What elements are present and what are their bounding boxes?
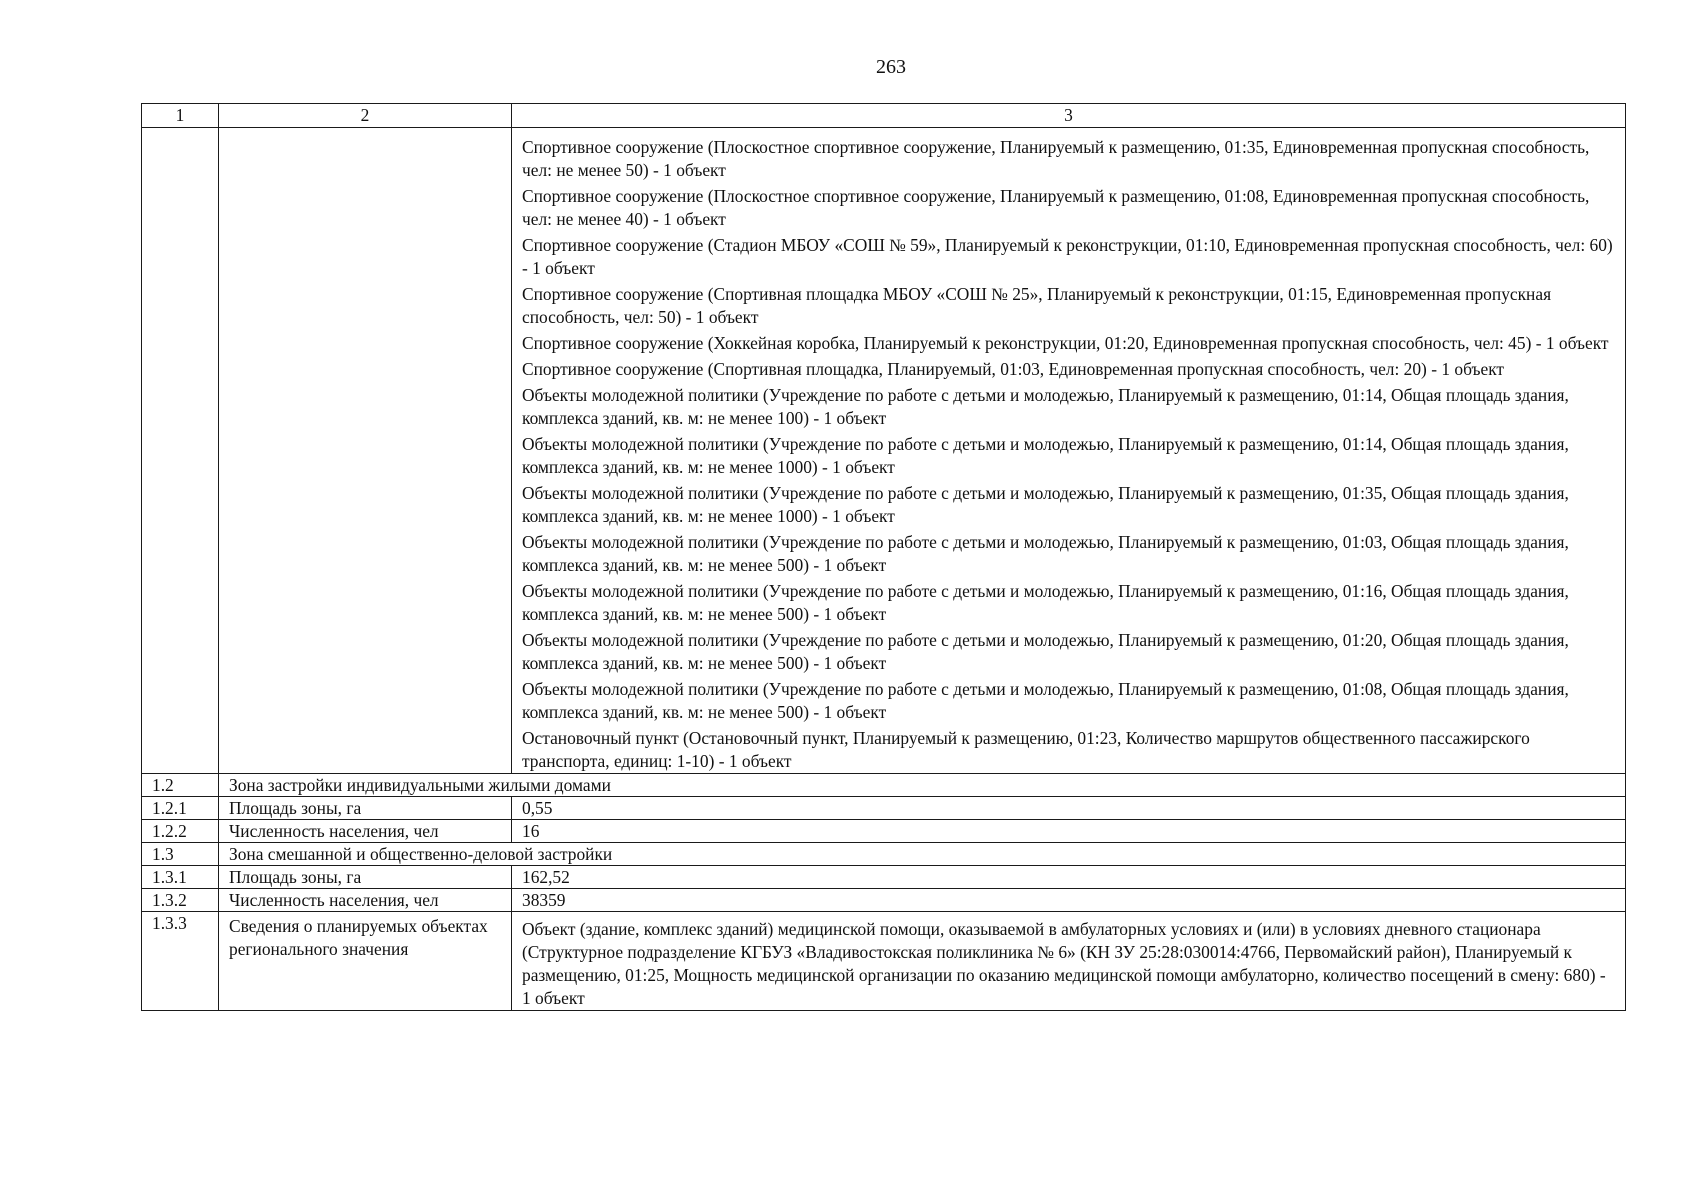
row-value: 38359 (512, 889, 1626, 912)
row-value: 16 (512, 820, 1626, 843)
table-row (142, 889, 1626, 912)
list-item: Объекты молодежной политики (Учреждение по работе с детьми и молодежью, Планируемый к размещению, 01:14, Общая площадь здания, комплекса зданий, кв. м: не менее 100) - 1 объект (522, 385, 1569, 428)
table-row (142, 820, 1626, 843)
row-label: Численность населения, чел (219, 889, 512, 912)
row-num: 1.2 (142, 774, 219, 797)
row-label: Площадь зоны, га (219, 866, 512, 889)
row-value: 162,52 (512, 866, 1626, 889)
row-num: 1.3 (142, 843, 219, 866)
list-item: Спортивное сооружение (Плоскостное спортивное сооружение, Планируемый к размещению, 01:35, Единовременная пропускная способность, чел: не менее 50) - 1 объект (522, 137, 1590, 180)
row-num: 1.3.2 (142, 889, 219, 912)
page-number: 263 (876, 56, 906, 78)
list-item: Спортивное сооружение (Спортивная площадка, Планируемый, 01:03, Единовременная пропускная способность, чел: 20) - 1 объект (522, 359, 1505, 379)
row-num: 1.2.1 (142, 797, 219, 820)
row-value: Объект (здание, комплекс зданий) медицинской помощи, оказываемой в амбулаторных условиях и (или) в условиях дневного стационара (Структурное подразделение КГБУЗ «Владивостокская поликлиника № 6» (КН ЗУ 25:28:030014:4766, Первомайский район), Планируемый к размещению, 01:25, Мощность медицинской организации по оказанию медицинской помощи амбулаторно, количество посещений в смену: 680) - 1 объект (512, 912, 1626, 1011)
list-item: Спортивное сооружение (Хоккейная коробка, Планируемый к реконструкции, 01:20, Единовременная пропускная способность, чел: 45) - 1 объект (522, 333, 1609, 353)
header-col-1: 1 (142, 104, 219, 128)
table-row (142, 843, 1626, 866)
planning-table (141, 103, 1626, 1011)
list-item: Остановочный пункт (Остановочный пункт, Планируемый к размещению, 01:23, Количество маршрутов общественного пассажирского транспорта, единиц: 1-10) - 1 объект (522, 728, 1530, 771)
list-item: Спортивное сооружение (Плоскостное спортивное сооружение, Планируемый к размещению, 01:08, Единовременная пропускная способность, чел: не менее 40) - 1 объект (522, 186, 1590, 229)
list-item: Объекты молодежной политики (Учреждение по работе с детьми и молодежью, Планируемый к размещению, 01:16, Общая площадь здания, комплекса зданий, кв. м: не менее 500) - 1 объект (522, 581, 1569, 624)
list-item: Объекты молодежной политики (Учреждение по работе с детьми и молодежью, Планируемый к размещению, 01:08, Общая площадь здания, комплекса зданий, кв. м: не менее 500) - 1 объект (522, 679, 1569, 722)
continuation-entries-cell (512, 128, 1626, 774)
list-item: Объекты молодежной политики (Учреждение по работе с детьми и молодежью, Планируемый к размещению, 01:03, Общая площадь здания, комплекса зданий, кв. м: не менее 500) - 1 объект (522, 532, 1569, 575)
list-item: Объекты молодежной политики (Учреждение по работе с детьми и молодежью, Планируемый к размещению, 01:20, Общая площадь здания, комплекса зданий, кв. м: не менее 500) - 1 объект (522, 630, 1569, 673)
list-item: Спортивное сооружение (Спортивная площадка МБОУ «СОШ № 25», Планируемый к реконструкции, 01:15, Единовременная пропускная способность, чел: 50) - 1 объект (522, 284, 1552, 327)
table-row (142, 866, 1626, 889)
row-label: Зона застройки индивидуальными жилыми домами (219, 774, 1626, 797)
continuation-label-cell (219, 128, 512, 774)
table-row (142, 774, 1626, 797)
row-num: 1.3.1 (142, 866, 219, 889)
header-col-3: 3 (512, 104, 1626, 128)
table-row (142, 912, 1626, 1011)
row-label: Площадь зоны, га (219, 797, 512, 820)
table-row-continuation (142, 128, 1626, 774)
continuation-num-cell (142, 128, 219, 774)
row-label: Зона смешанной и общественно-деловой застройки (219, 843, 1626, 866)
header-col-2: 2 (219, 104, 512, 128)
list-item: Спортивное сооружение (Стадион МБОУ «СОШ № 59», Планируемый к реконструкции, 01:10, Единовременная пропускная способность, чел: 60) - 1 объект (522, 235, 1613, 278)
list-item: Объекты молодежной политики (Учреждение по работе с детьми и молодежью, Планируемый к размещению, 01:35, Общая площадь здания, комплекса зданий, кв. м: не менее 1000) - 1 объект (522, 483, 1569, 526)
table-header-row (142, 104, 1626, 128)
row-label: Численность населения, чел (219, 820, 512, 843)
row-num: 1.2.2 (142, 820, 219, 843)
row-num: 1.3.3 (142, 912, 219, 1011)
table-row (142, 797, 1626, 820)
row-label: Сведения о планируемых объектах регионального значения (219, 912, 512, 1011)
row-value: 0,55 (512, 797, 1626, 820)
list-item: Объекты молодежной политики (Учреждение по работе с детьми и молодежью, Планируемый к размещению, 01:14, Общая площадь здания, комплекса зданий, кв. м: не менее 1000) - 1 объект (522, 434, 1569, 477)
